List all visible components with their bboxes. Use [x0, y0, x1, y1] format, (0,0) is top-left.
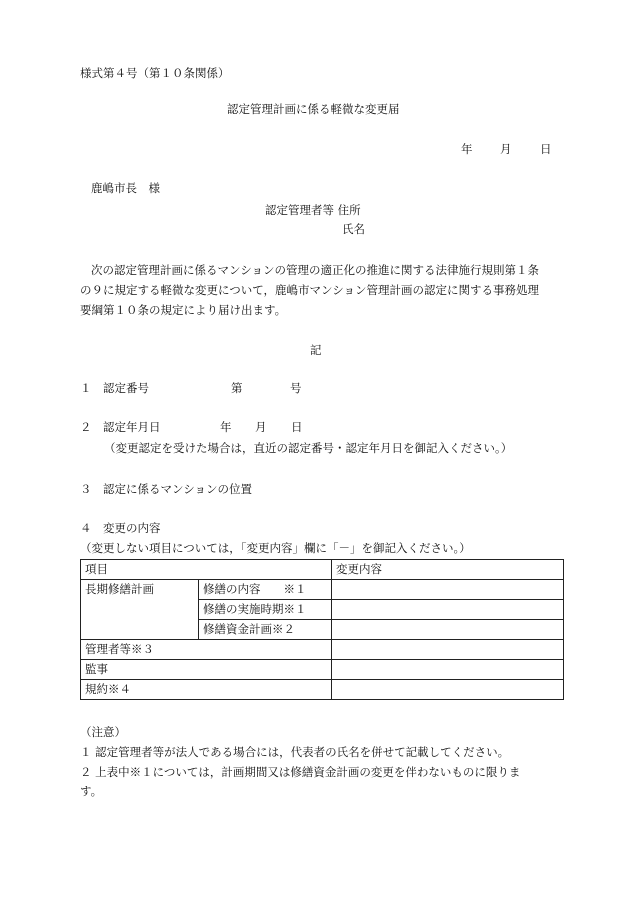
sub-item-cell: 修繕資金計画※２ — [199, 620, 332, 640]
body-line: 要綱第１０条の規定により届け出ます。 — [80, 303, 287, 317]
change-content-cell[interactable] — [332, 640, 564, 660]
applicant-address-label: 認定管理者等 住所 — [265, 203, 361, 217]
item1-label: １ 認定番号 — [80, 381, 149, 395]
change-content-cell[interactable] — [332, 600, 564, 620]
header-item-cell: 項目 — [81, 560, 332, 580]
item1-dai: 第 — [231, 381, 243, 395]
item2-month: 月 — [255, 420, 267, 434]
long-term-repair-plan-cell: 長期修繕計画 — [81, 580, 199, 640]
table-row — [81, 680, 564, 700]
item3-label: ３ 認定に係るマンションの位置 — [80, 482, 252, 496]
item2-label: ２ 認定年月日 — [80, 420, 161, 434]
change-content-cell[interactable] — [332, 620, 564, 640]
body-line: の９に規定する軽微な変更について，鹿嶋市マンション管理計画の認定に関する事務処理 — [80, 283, 540, 297]
header-content-cell: 変更内容 — [332, 560, 564, 580]
item2-day: 日 — [291, 420, 303, 434]
change-content-cell[interactable] — [332, 580, 564, 600]
item-cell: 監事 — [81, 660, 332, 680]
item4-note: （変更しない項目については，「変更内容」欄に「－」を御記入ください。） — [80, 541, 471, 555]
notes-heading: （注意） — [80, 725, 126, 739]
ki-heading: 記 — [310, 343, 322, 357]
item-cell: 管理者等※３ — [81, 640, 332, 660]
item4-label: ４ 変更の内容 — [80, 521, 161, 535]
item-cell: 規約※４ — [81, 680, 332, 700]
sub-item-cell: 修繕の実施時期※１ — [199, 600, 332, 620]
change-table — [80, 559, 564, 700]
note-1: １ 認定管理者等が法人である場合には，代表者の氏名を併せて記載してください。 — [80, 745, 510, 759]
item2-note: （変更認定を受けた場合は，直近の認定番号・認定年月日を御記入ください。） — [104, 441, 513, 455]
table-row — [81, 660, 564, 680]
note-2-line-2: す。 — [80, 784, 103, 798]
table-header-row — [81, 560, 564, 580]
document-title: 認定管理計画に係る軽微な変更届 — [227, 102, 400, 116]
note-2-line-1: ２ 上表中※１については，計画期間又は修繕資金計画の変更を伴わないものに限りま — [80, 765, 521, 779]
table-row — [81, 580, 564, 600]
applicant-name-label: 氏名 — [342, 222, 365, 236]
table-row — [81, 640, 564, 660]
date-month: 月 — [500, 142, 512, 156]
item1-go: 号 — [290, 381, 302, 395]
item2-year: 年 — [220, 420, 232, 434]
body-line: 次の認定管理計画に係るマンションの管理の適正化の推進に関する法律施行規則第１条 — [91, 263, 539, 277]
sub-item-cell: 修繕の内容 ※１ — [199, 580, 332, 600]
form-number: 様式第４号（第１０条関係） — [80, 66, 230, 80]
change-content-cell[interactable] — [332, 660, 564, 680]
date-year: 年 — [461, 142, 473, 156]
change-content-cell[interactable] — [332, 680, 564, 700]
addressee: 鹿嶋市長 様 — [91, 181, 160, 195]
date-day: 日 — [540, 142, 552, 156]
